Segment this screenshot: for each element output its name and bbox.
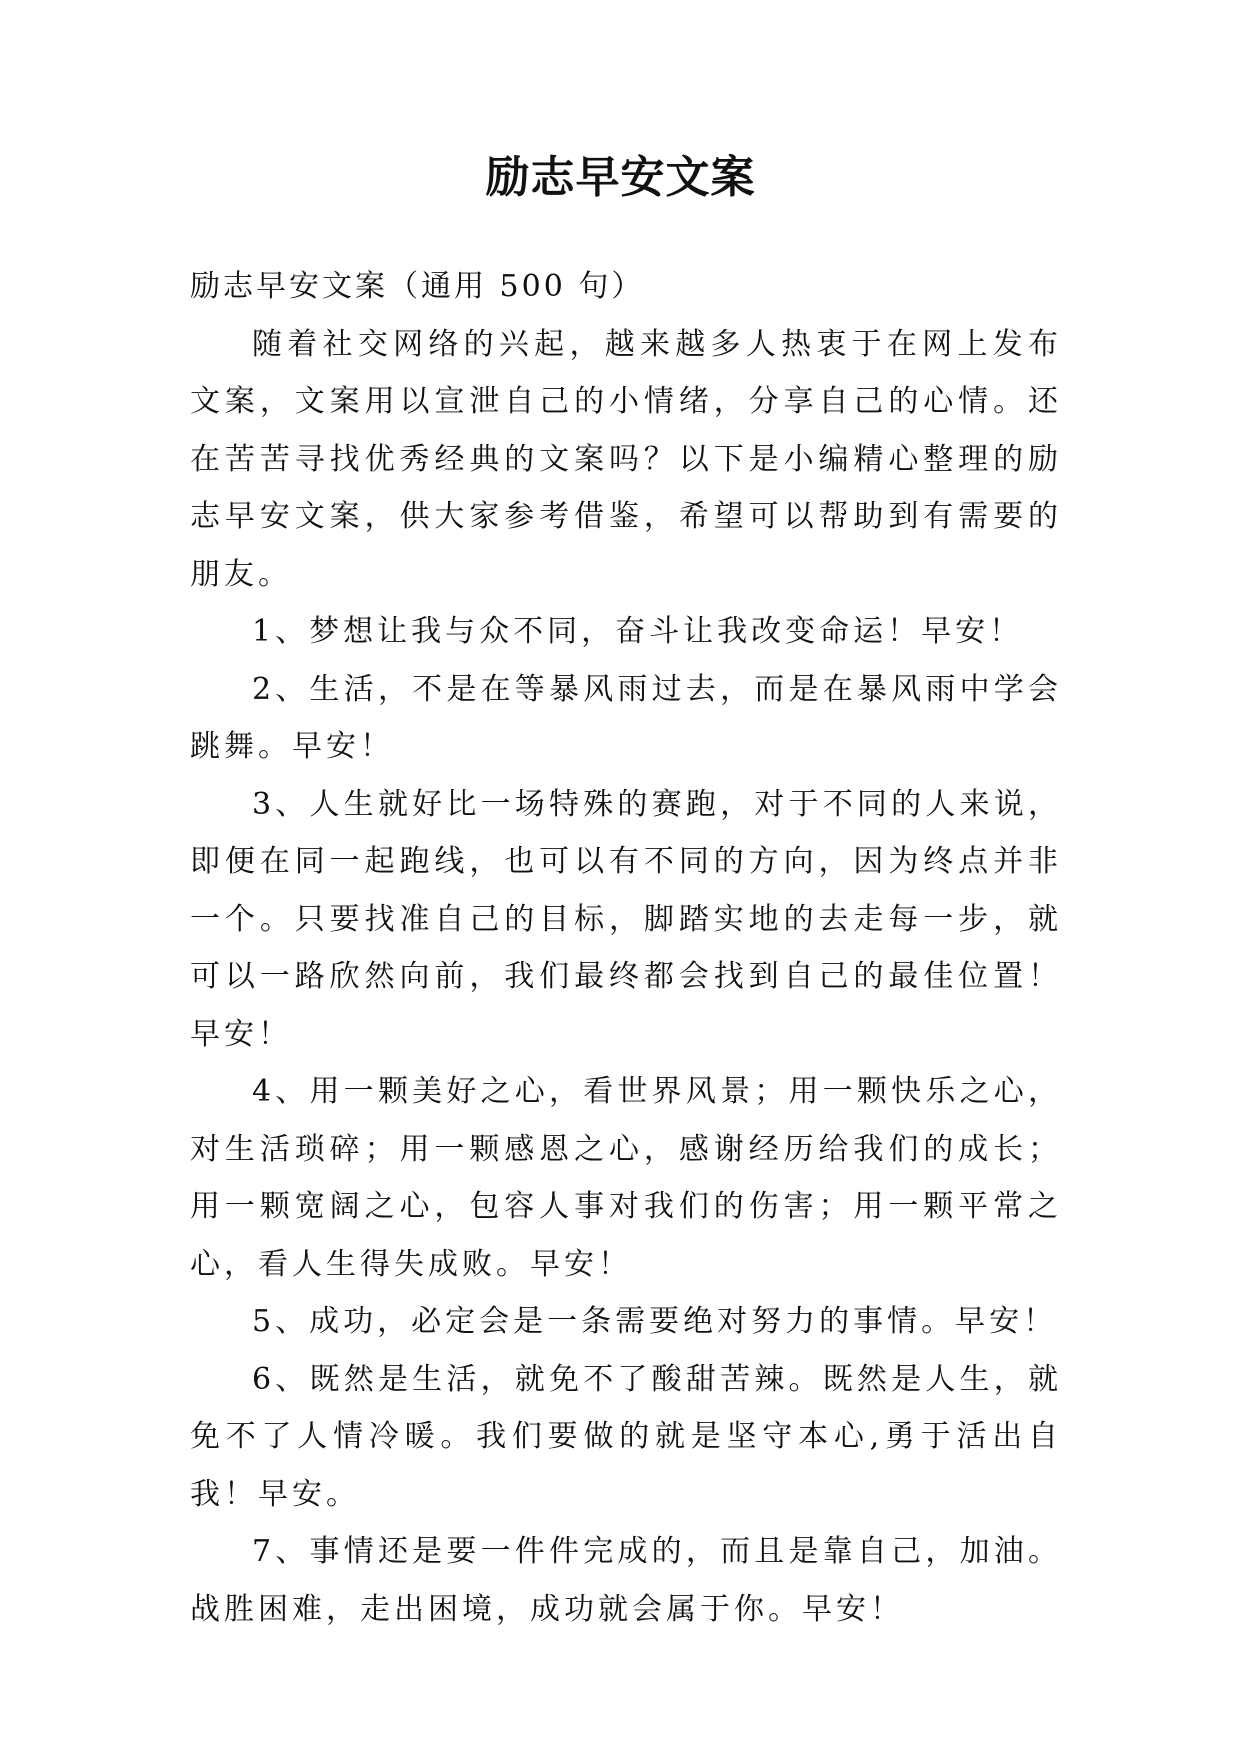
list-item: 1、梦想让我与众不同，奋斗让我改变命运！早安！: [252, 614, 1024, 649]
list-item: 2、生活，不是在等暴风雨过去，而是在暴风雨中学会跳舞。早安！: [190, 671, 1062, 764]
document-title: 励志早安文案: [485, 152, 756, 203]
list-item: 7、事情还是要一件件完成的，而且是靠自己，加油。战胜困难，走出困境，成功就会属于你。早安！: [190, 1534, 1062, 1627]
list-item: 6、既然是生活，就免不了酸甜苦辣。既然是人生，就免不了人情冷暖。我们要做的就是坚守本心,勇于活出自我！早安。: [190, 1361, 1062, 1512]
list-item: 5、成功，必定会是一条需要绝对努力的事情。早安！: [252, 1304, 1058, 1339]
document-body: [190, 258, 1062, 1638]
list-item: 4、用一颗美好之心，看世界风景；用一颗快乐之心，对生活琐碎；用一颗感恩之心，感谢经历给我们的成长；用一颗宽阔之心，包容人事对我们的伤害；用一颗平常之心，看人生得失成败。早安！: [190, 1074, 1062, 1282]
document-subtitle: 励志早安文案（通用 500 句）: [190, 269, 645, 304]
intro-paragraph: 随着社交网络的兴起，越来越多人热衷于在网上发布文案，文案用以宣泄自己的小情绪，分享自己的心情。还在苦苦寻找优秀经典的文案吗？以下是小编精心整理的励志早安文案，供大家参考借鉴，希望可以帮助到有需要的朋友。: [190, 326, 1062, 592]
list-item: 3、人生就好比一场特殊的赛跑，对于不同的人来说，即便在同一起跑线，也可以有不同的方向，因为终点并非一个。只要找准自己的目标，脚踏实地的去走每一步，就可以一路欣然向前，我们最终都会找到自己的最佳位置！早安！: [190, 786, 1062, 1052]
